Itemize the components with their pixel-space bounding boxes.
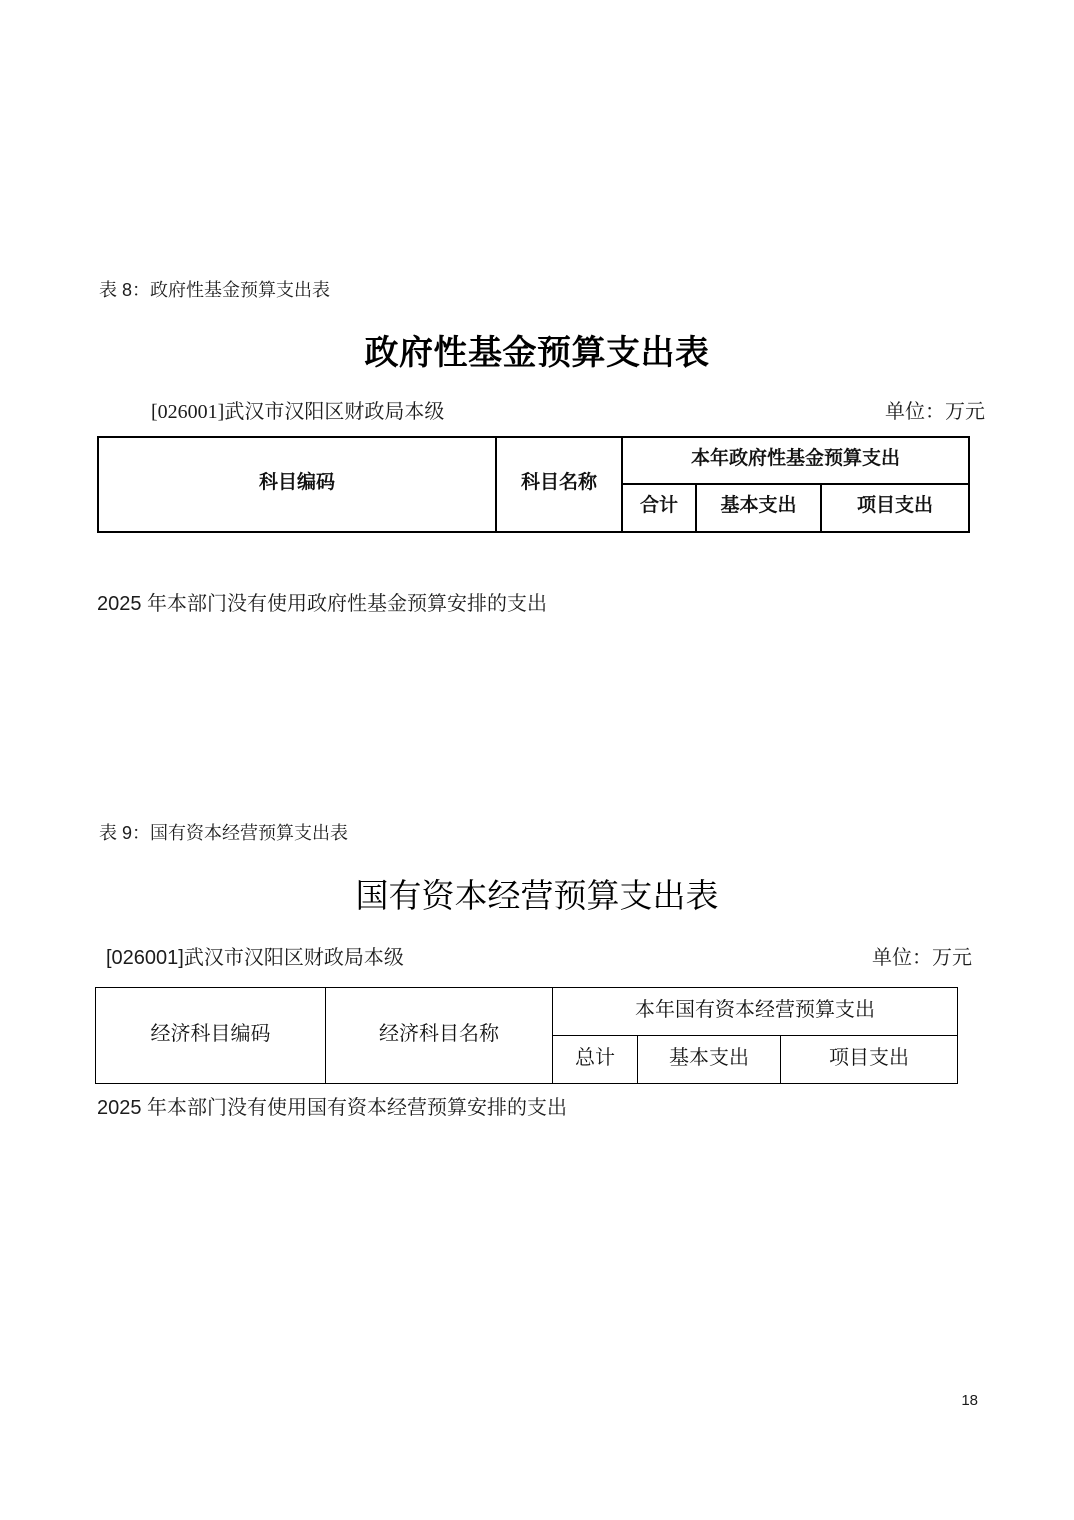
header-economic-subject-name: 经济科目名称 — [326, 988, 553, 1084]
table-row — [98, 437, 969, 484]
table-row — [96, 988, 958, 1036]
header-subject-name: 科目名称 — [496, 437, 622, 532]
state-capital-no-expenditure-note: 2025 年本部门没有使用国有资本经营预算安排的支出 — [97, 1097, 568, 1119]
header-project-expenditure: 项目支出 — [781, 1036, 958, 1084]
state-capital-table-title: 国有资本经营预算支出表 — [355, 879, 719, 915]
header-basic-expenditure: 基本支出 — [696, 484, 821, 532]
header-total: 合计 — [622, 484, 696, 532]
gov-fund-table — [97, 436, 970, 533]
state-capital-unit-label: 单位：万元 — [872, 947, 972, 969]
header-economic-subject-code: 经济科目编码 — [96, 988, 326, 1084]
header-grand-total: 总计 — [553, 1036, 638, 1084]
page-number: 18 — [961, 1392, 978, 1409]
header-state-capital-expenditure-group: 本年国有资本经营预算支出 — [553, 988, 958, 1036]
gov-fund-unit-label: 单位：万元 — [885, 401, 985, 423]
gov-fund-org-code: [026001]武汉市汉阳区财政局本级 — [151, 401, 445, 423]
gov-fund-no-expenditure-note: 2025 年本部门没有使用政府性基金预算安排的支出 — [97, 593, 548, 615]
header-gov-fund-expenditure-group: 本年政府性基金预算支出 — [622, 437, 969, 484]
state-capital-org-code: [026001]武汉市汉阳区财政局本级 — [106, 947, 404, 969]
state-capital-table — [95, 987, 958, 1084]
table9-caption: 表 9：国有资本经营预算支出表 — [99, 823, 349, 843]
gov-fund-table-title: 政府性基金预算支出表 — [364, 335, 710, 372]
table8-caption: 表 8：政府性基金预算支出表 — [99, 280, 331, 300]
header-subject-code: 科目编码 — [98, 437, 496, 532]
header-project-expenditure: 项目支出 — [821, 484, 969, 532]
header-basic-expenditure: 基本支出 — [638, 1036, 781, 1084]
